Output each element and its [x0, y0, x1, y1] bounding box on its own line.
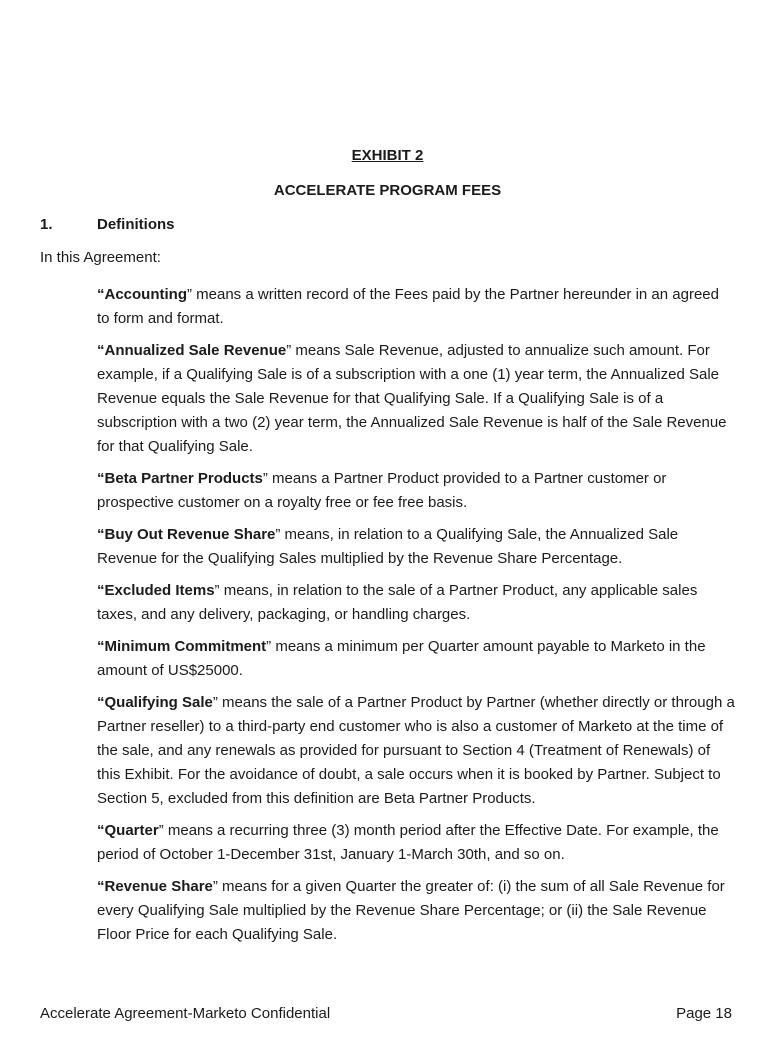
definition-paragraph: “Annualized Sale Revenue” means Sale Revenue, adjusted to annualize such amount. For example, if a Qualifying Sale is of a subscription with a one (1) year term, the Annualized Sale Revenue equals the Sale Revenue for that Qualifying Sale. If a Qualifying Sale is of a subscription with a two (2) year term, the Annualized Sale Revenue is half of the Sale Revenue for that Qualifying Sale. [97, 342, 727, 455]
definition-term: “Excluded Items [97, 582, 215, 599]
definition-paragraph: “Qualifying Sale” means the sale of a Partner Product by Partner (whether directly or through a Partner reseller) to a third-party end customer who is also a customer of Marketo at the time of the sale, and any renewals as provided for pursuant to Section 4 (Treatment of Renewals) of this Exhibit. For the avoidance of doubt, a sale occurs when it is booked by Partner. Subject to Section 5, excluded from this definition are Beta Partner Products. [97, 694, 735, 807]
definition-term: “Quarter [97, 822, 159, 839]
section-title: Definitions [97, 216, 175, 233]
definition-term: “Buy Out Revenue Share [97, 526, 276, 543]
definition-term: “Beta Partner Products [97, 470, 263, 487]
intro-text: In this Agreement: [40, 249, 161, 266]
definition-term: “Annualized Sale Revenue [97, 342, 287, 359]
definition-paragraph: “Buy Out Revenue Share” means, in relation to a Qualifying Sale, the Annualized Sale Revenue for the Qualifying Sales multiplied by the Revenue Share Percentage. [97, 526, 679, 567]
definition-paragraph: “Quarter” means a recurring three (3) month period after the Effective Date. For example, the period of October 1-December 31st, January 1-March 30th, and so on. [97, 822, 719, 863]
exhibit-title-text: EXHIBIT 2 [351, 147, 424, 164]
exhibit-title [40, 144, 735, 168]
definition-paragraph: “Revenue Share” means for a given Quarter the greater of: (i) the sum of all Sale Revenue for every Qualifying Sale multiplied by the Revenue Share Percentage; or (ii) the Sale Revenue Floor Price for each Qualifying Sale. [97, 878, 725, 943]
definition-paragraph: “Accounting” means a written record of the Fees paid by the Partner hereunder in an agreed to form and format. [97, 286, 719, 327]
section-number: 1. [40, 216, 53, 233]
definition-paragraph: “Minimum Commitment” means a minimum per Quarter amount payable to Marketo in the amount of US$25000. [97, 638, 706, 679]
footer-confidential-label: Accelerate Agreement-Marketo Confidential [40, 1005, 331, 1022]
footer-page-number: Page 18 [676, 1005, 732, 1022]
section-heading [40, 213, 735, 237]
definition-term: “Minimum Commitment [97, 638, 267, 655]
definition-paragraph: “Beta Partner Products” means a Partner Product provided to a Partner customer or prospective customer on a royalty free or fee free basis. [97, 470, 667, 511]
page-footer [40, 1002, 732, 1026]
definition-term: “Qualifying Sale [97, 694, 213, 711]
definition-term: “Accounting [97, 286, 187, 303]
definition-term: “Revenue Share [97, 878, 213, 895]
document-title: ACCELERATE PROGRAM FEES [273, 182, 502, 199]
definition-paragraph: “Excluded Items” means, in relation to the sale of a Partner Product, any applicable sales taxes, and any delivery, packaging, or handling charges. [97, 582, 698, 623]
definitions-list [40, 283, 735, 947]
